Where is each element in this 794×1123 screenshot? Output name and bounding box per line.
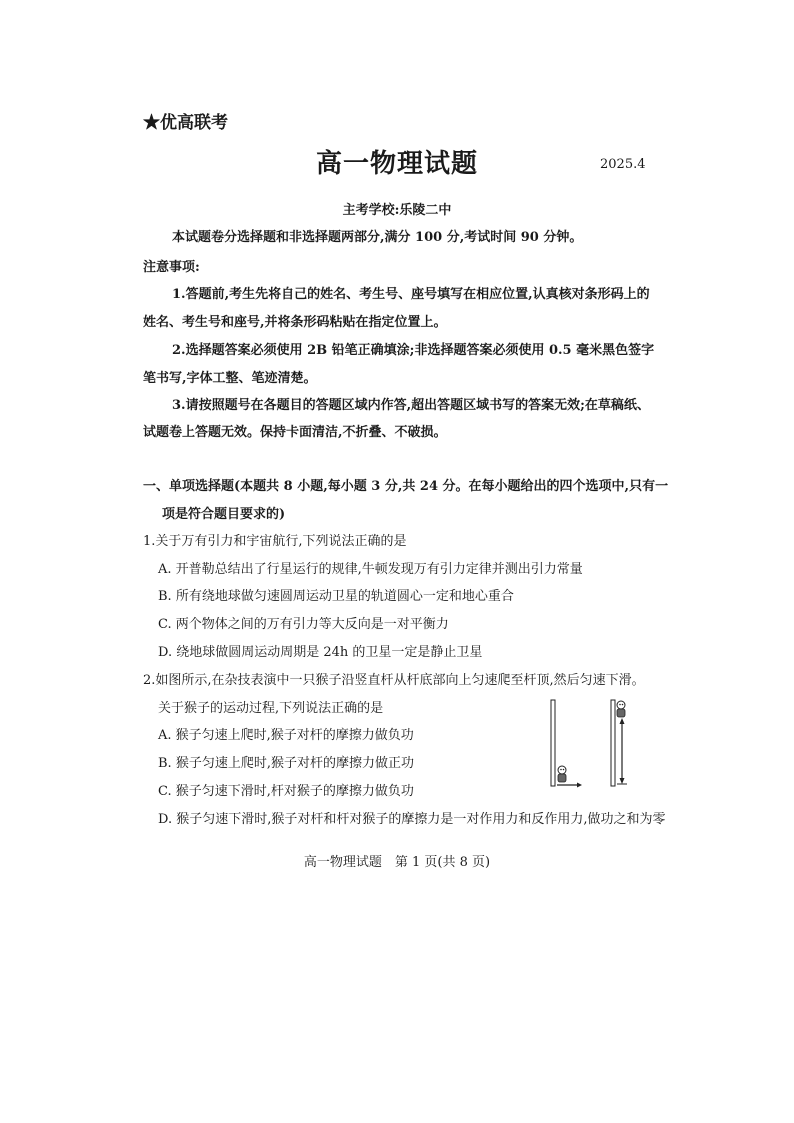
option-d: D. 绕地球做圆周运动周期是 24h 的卫星一定是静止卫星 <box>158 645 483 660</box>
exam-date: 2025.4 <box>600 157 646 172</box>
option-c: C. 两个物体之间的万有引力等大反向是一对平衡力 <box>158 617 449 632</box>
monkey-pole-figure <box>543 698 643 790</box>
page-title: 高一物理试题 <box>315 149 478 179</box>
page-footer: 高一物理试题 第 1 页(共 8 页) <box>303 855 491 870</box>
option-a: A. 猴子匀速上爬时,猴子对杆的摩擦力做负功 <box>158 728 414 743</box>
question-stem: 1.关于万有引力和宇宙航行,下列说法正确的是 <box>143 534 407 549</box>
exam-tag: ★优高联考 <box>143 113 228 133</box>
host-school: 主考学校:乐陵二中 <box>342 203 452 218</box>
pole-right <box>611 700 615 786</box>
note-line: 3.请按照题号在各题目的答题区域内作答,超出答题区域书写的答案无效;在草稿纸、 <box>172 398 650 413</box>
note-line: 笔书写,字体工整、笔迹清楚。 <box>143 371 317 386</box>
option-d: D. 猴子匀速下滑时,猴子对杆和杆对猴子的摩擦力是一对作用力和反作用力,做功之和为零 <box>158 812 666 827</box>
option-c: C. 猴子匀速下滑时,杆对猴子的摩擦力做负功 <box>158 784 414 799</box>
note-line: 1.答题前,考生先将自己的姓名、考生号、座号填写在相应位置,认真核对条形码上的 <box>172 287 650 302</box>
note-line: 2.选择题答案必须使用 2B 铅笔正确填涂;非选择题答案必须使用 0.5 毫米黑色签字 <box>172 343 655 358</box>
option-b: B. 所有绕地球做匀速圆周运动卫星的轨道圆心一定和地心重合 <box>158 589 514 604</box>
note-line: 试题卷上答题无效。保持卡面清洁,不折叠、不破损。 <box>143 425 447 440</box>
arrow-right-icon <box>557 783 582 788</box>
intro-text: 本试题卷分选择题和非选择题两部分,满分 100 分,考试时间 90 分钟。 <box>172 230 583 245</box>
section-heading-cont: 项是符合题目要求的) <box>162 507 286 522</box>
section-heading: 一、单项选择题(本题共 8 小题,每小题 3 分,共 24 分。在每小题给出的四个选项中,只有一 <box>143 479 669 494</box>
question-stem: 2.如图所示,在杂技表演中一只猴子沿竖直杆从杆底部向上匀速爬至杆顶,然后匀速下滑。 <box>143 673 645 688</box>
option-b: B. 猴子匀速上爬时,猴子对杆的摩擦力做正功 <box>158 756 414 771</box>
notes-title: 注意事项: <box>143 260 200 275</box>
pole-left <box>551 700 555 786</box>
note-line: 姓名、考生号和座号,并将条形码粘贴在指定位置上。 <box>143 315 447 330</box>
question-stem-cont: 关于猴子的运动过程,下列说法正确的是 <box>158 701 384 716</box>
option-a: A. 开普勒总结出了行星运行的规律,牛顿发现万有引力定律并测出引力常量 <box>158 562 583 577</box>
double-arrow-icon <box>617 718 627 784</box>
monkey-icon <box>617 701 625 717</box>
monkey-icon <box>558 766 566 782</box>
